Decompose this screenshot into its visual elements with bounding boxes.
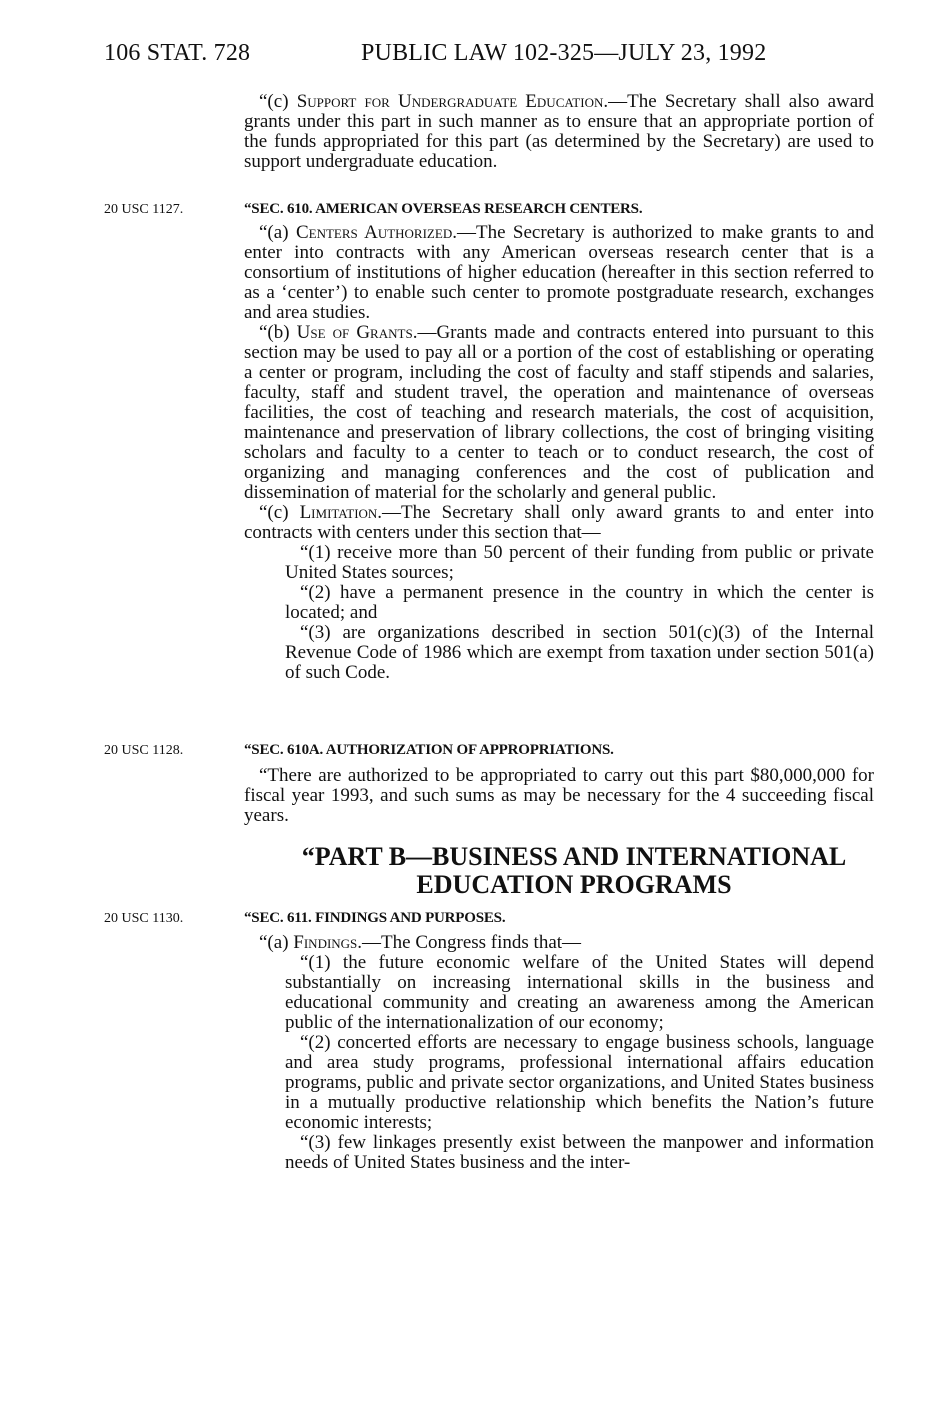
paragraph: “(a) Findings.—The Congress finds that— bbox=[259, 932, 582, 953]
part-heading bbox=[244, 843, 904, 899]
subsection-heading: Support for Undergraduate Education bbox=[296, 91, 604, 112]
section-heading: “SEC. 610. AMERICAN OVERSEAS RESEARCH CENTERS. bbox=[244, 201, 643, 217]
paragraph: “(b) Use of Grants.—Grants made and contracts entered into pursuant to this section may be used to pay all or a portion of the cost of establishing or operating a center or program, including the cost of faculty and staff stipends and salaries, faculty, staff and student travel, the operation and maintenance of overseas facilities, the cost of teaching and research materials, the cost of acquisition, maintenance and preservation of library collections, the cost of bringing visiting scholars and faculty to a center to teach or to conduct research, the cost of organizing and managing conferences and the cost of publication and dissemination of material for the scholarly and general public. bbox=[244, 322, 874, 503]
margin-citation: 20 USC 1130. bbox=[104, 911, 184, 926]
margin-citation: 20 USC 1128. bbox=[104, 743, 184, 758]
section-heading: “SEC. 611. FINDINGS AND PURPOSES. bbox=[244, 910, 506, 926]
list-item: “(2) concerted efforts are necessary to engage business schools, language and area study programs, professional international affairs education programs, public and private sector organizations, and United States business in a mutually productive relationship which benefits the Nation’s future economic interests; bbox=[285, 1032, 874, 1133]
part-heading-line: EDUCATION PROGRAMS bbox=[416, 870, 732, 899]
sec611-body bbox=[244, 933, 874, 1173]
running-head: PUBLIC LAW 102-325—JULY 23, 1992 bbox=[361, 40, 767, 66]
list-item: “(3) are organizations described in section 501(c)(3) of the Internal Revenue Code of 1986 which are exempt from taxation under section 501(a) of such Code. bbox=[285, 622, 874, 683]
margin-citation: 20 USC 1127. bbox=[104, 202, 184, 217]
subsection-heading: Centers Authorized bbox=[295, 222, 453, 243]
subsection-heading: Findings bbox=[293, 932, 358, 953]
sec610-body bbox=[244, 223, 874, 683]
list-item: “(1) the future economic welfare of the United States will depend substantially on increasing international skills in the business and educational community and creating an awareness among the American public of the internationalization of our economy; bbox=[285, 952, 874, 1033]
list-item: “(3) few linkages presently exist between the manpower and information needs of United States business and the inter- bbox=[285, 1132, 874, 1173]
section-heading: “SEC. 610A. AUTHORIZATION OF APPROPRIATIONS. bbox=[244, 742, 614, 758]
paragraph: “There are authorized to be appropriated to carry out this part $80,000,000 for fiscal year 1993, and such sums as may be necessary for the 4 succeeding fiscal years. bbox=[244, 765, 874, 826]
list-item: “(2) have a permanent presence in the country in which the center is located; and bbox=[285, 582, 874, 623]
subsection-heading: Use of Grants bbox=[296, 322, 413, 343]
list-item: “(1) receive more than 50 percent of their funding from public or private United States sources; bbox=[285, 542, 874, 583]
subsection-heading: Limitation bbox=[299, 502, 378, 523]
part-heading-line: “PART B—BUSINESS AND INTERNATIONAL bbox=[301, 842, 847, 871]
sec609-subsection-c bbox=[244, 92, 874, 172]
paragraph: “(c) Support for Undergraduate Education.—The Secretary shall also award grants under this part in such manner as to ensure that an appropriate portion of the funds appropriated for this part (as determined by the Secretary) are used to support undergraduate education. bbox=[244, 91, 874, 172]
stat-page-number: 106 STAT. 728 bbox=[104, 40, 251, 66]
paragraph: “(a) Centers Authorized.—The Secretary is authorized to make grants to and enter into contracts with any American overseas research center that is a consortium of institutions of higher education (hereafter in this section referred to as a ‘center’) to enable such center to promote postgraduate research, exchanges and area studies. bbox=[244, 222, 875, 323]
sec610A-body bbox=[244, 766, 874, 826]
paragraph: “(c) Limitation.—The Secretary shall only award grants to and enter into contracts with centers under this section that— bbox=[244, 502, 874, 543]
